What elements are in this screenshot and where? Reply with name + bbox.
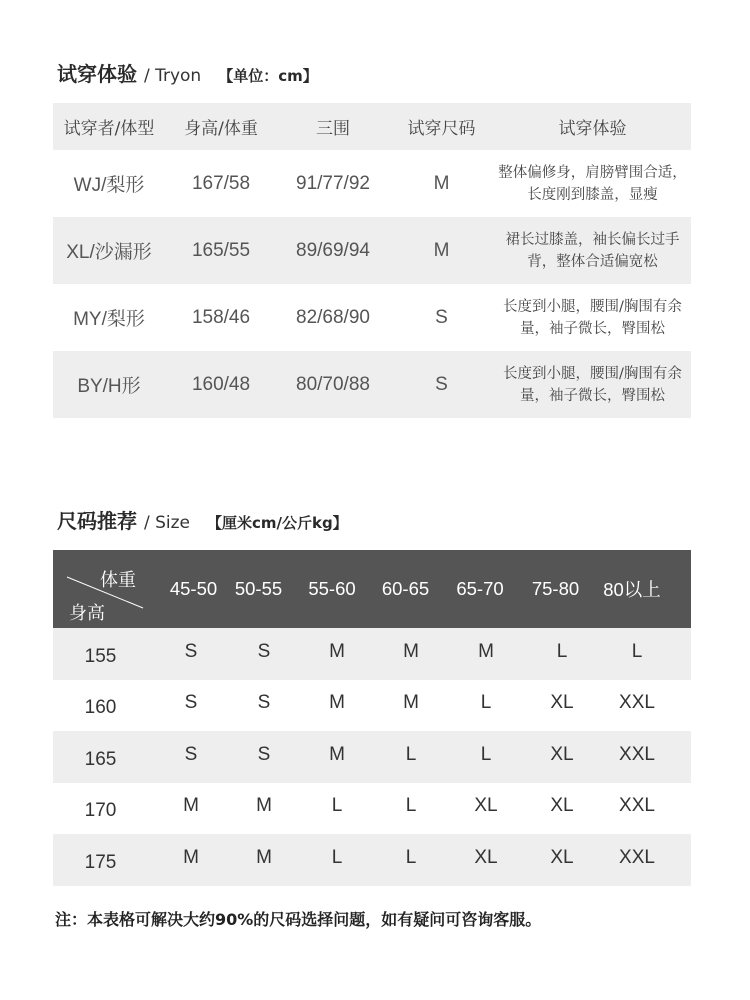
- size-title-cn: 尺码推荐: [57, 509, 137, 533]
- size-cell: L: [405, 846, 417, 868]
- size-cell: XL: [550, 795, 574, 817]
- header-tryon-size: 试穿尺码: [407, 119, 476, 139]
- weight-range: 50-55: [234, 578, 283, 599]
- header-experience: 试穿体验: [558, 119, 627, 139]
- size-cell: M: [329, 692, 345, 714]
- height-value: 155: [84, 645, 117, 667]
- size-cell: M: [403, 692, 419, 714]
- size-cell: M: [256, 846, 272, 868]
- weight-columns: [165, 550, 671, 628]
- size-cell: M: [183, 795, 199, 817]
- header-measurements: 三围: [316, 119, 350, 139]
- size-cell: XL: [474, 795, 498, 817]
- tester: XL/沙漏形: [66, 242, 152, 263]
- measurements: 82/68/90: [296, 306, 370, 328]
- tryon-size: M: [433, 172, 450, 194]
- size-cell: XXL: [619, 846, 655, 868]
- tryon-table: [53, 103, 691, 418]
- size-cell: S: [184, 692, 198, 714]
- tryon-table-header: [53, 103, 691, 150]
- height-value: 170: [84, 800, 117, 822]
- size-cell: S: [257, 743, 271, 765]
- size-cell: M: [478, 640, 494, 662]
- tryon-size: M: [433, 239, 450, 261]
- header-tester: 试穿者/体型: [63, 119, 155, 139]
- tester: BY/H形: [77, 376, 141, 397]
- size-cell: M: [329, 640, 345, 662]
- size-title-en: / Size: [143, 513, 190, 533]
- size-cell: XL: [474, 846, 498, 868]
- size-cell: XL: [550, 846, 574, 868]
- experience: 整体偏修身，肩膀臂围合适，长度刚到膝盖，显瘦: [498, 164, 687, 203]
- size-cell: M: [329, 743, 345, 765]
- tryon-title-cn: 试穿体验: [57, 62, 137, 86]
- weight-range: 75-80: [531, 578, 580, 599]
- measurements: 91/77/92: [296, 172, 370, 194]
- corner-weight-label: 体重: [100, 570, 136, 591]
- size-cell: M: [256, 795, 272, 817]
- experience: 长度到小腿，腰围/胸围有余量，袖子微长，臀围松: [503, 365, 682, 404]
- size-cell: S: [184, 743, 198, 765]
- height-weight: 160/48: [191, 373, 251, 395]
- size-section-title: [57, 505, 348, 534]
- size-cell: M: [403, 640, 419, 662]
- footnote: 注：本表格可解决大约90%的尺码选择问题，如有疑问可咨询客服。: [55, 910, 542, 929]
- tester: MY/梨形: [73, 309, 145, 330]
- height-weight: 165/55: [191, 239, 251, 261]
- tryon-title-en: / Tryon: [143, 66, 202, 86]
- height-value: 160: [84, 697, 117, 719]
- weight-range: 65-70: [456, 578, 504, 599]
- size-cell: S: [184, 640, 198, 662]
- table-row: [53, 834, 691, 886]
- weight-range: 80以上: [603, 579, 661, 600]
- size-table-header: [53, 550, 691, 628]
- tester: WJ/梨形: [73, 175, 145, 196]
- table-row: [53, 217, 691, 284]
- size-table: [53, 550, 691, 886]
- table-row: [53, 351, 691, 418]
- size-cell: L: [480, 743, 492, 765]
- corner-height-label: 身高: [69, 603, 105, 624]
- size-cell: XXL: [619, 795, 655, 817]
- table-row: [53, 150, 691, 217]
- height-weight: 167/58: [191, 172, 251, 194]
- weight-range: 60-65: [381, 578, 430, 599]
- table-row: [53, 680, 691, 732]
- height-value: 175: [84, 851, 117, 873]
- experience: 裙长过膝盖，袖长偏长过手背，整体合适偏宽松: [505, 231, 680, 270]
- size-cell: XXL: [619, 743, 655, 765]
- size-cell: S: [257, 692, 271, 714]
- tryon-size: S: [435, 306, 448, 328]
- tryon-section-title: [57, 58, 318, 87]
- tryon-size: S: [435, 373, 448, 395]
- tryon-unit: 【单位：cm】: [218, 67, 318, 85]
- weight-range: 45-50: [169, 578, 218, 599]
- size-cell: L: [556, 640, 568, 662]
- height-value: 165: [84, 748, 117, 770]
- size-cell: L: [331, 846, 343, 868]
- size-cell: XXL: [619, 692, 655, 714]
- experience: 长度到小腿，腰围/胸围有余量，袖子微长，臀围松: [503, 298, 682, 337]
- size-cell: L: [480, 692, 492, 714]
- table-row: [53, 628, 691, 680]
- size-unit: 【厘米cm/公斤kg】: [206, 514, 348, 532]
- corner-cell: [53, 550, 165, 628]
- size-cell: XL: [550, 743, 574, 765]
- size-cell: S: [257, 640, 271, 662]
- size-cell: L: [405, 795, 417, 817]
- size-cell: L: [331, 795, 343, 817]
- table-row: [53, 783, 691, 835]
- table-row: [53, 731, 691, 783]
- size-cell: L: [405, 743, 417, 765]
- size-cell: XL: [550, 692, 574, 714]
- measurements: 80/70/88: [296, 373, 370, 395]
- header-height-weight: 身高/体重: [184, 119, 258, 139]
- height-weight: 158/46: [191, 306, 251, 328]
- weight-range: 55-60: [308, 578, 356, 599]
- size-cell: L: [631, 640, 643, 662]
- measurements: 89/69/94: [296, 239, 370, 261]
- table-row: [53, 284, 691, 351]
- size-cell: M: [183, 846, 199, 868]
